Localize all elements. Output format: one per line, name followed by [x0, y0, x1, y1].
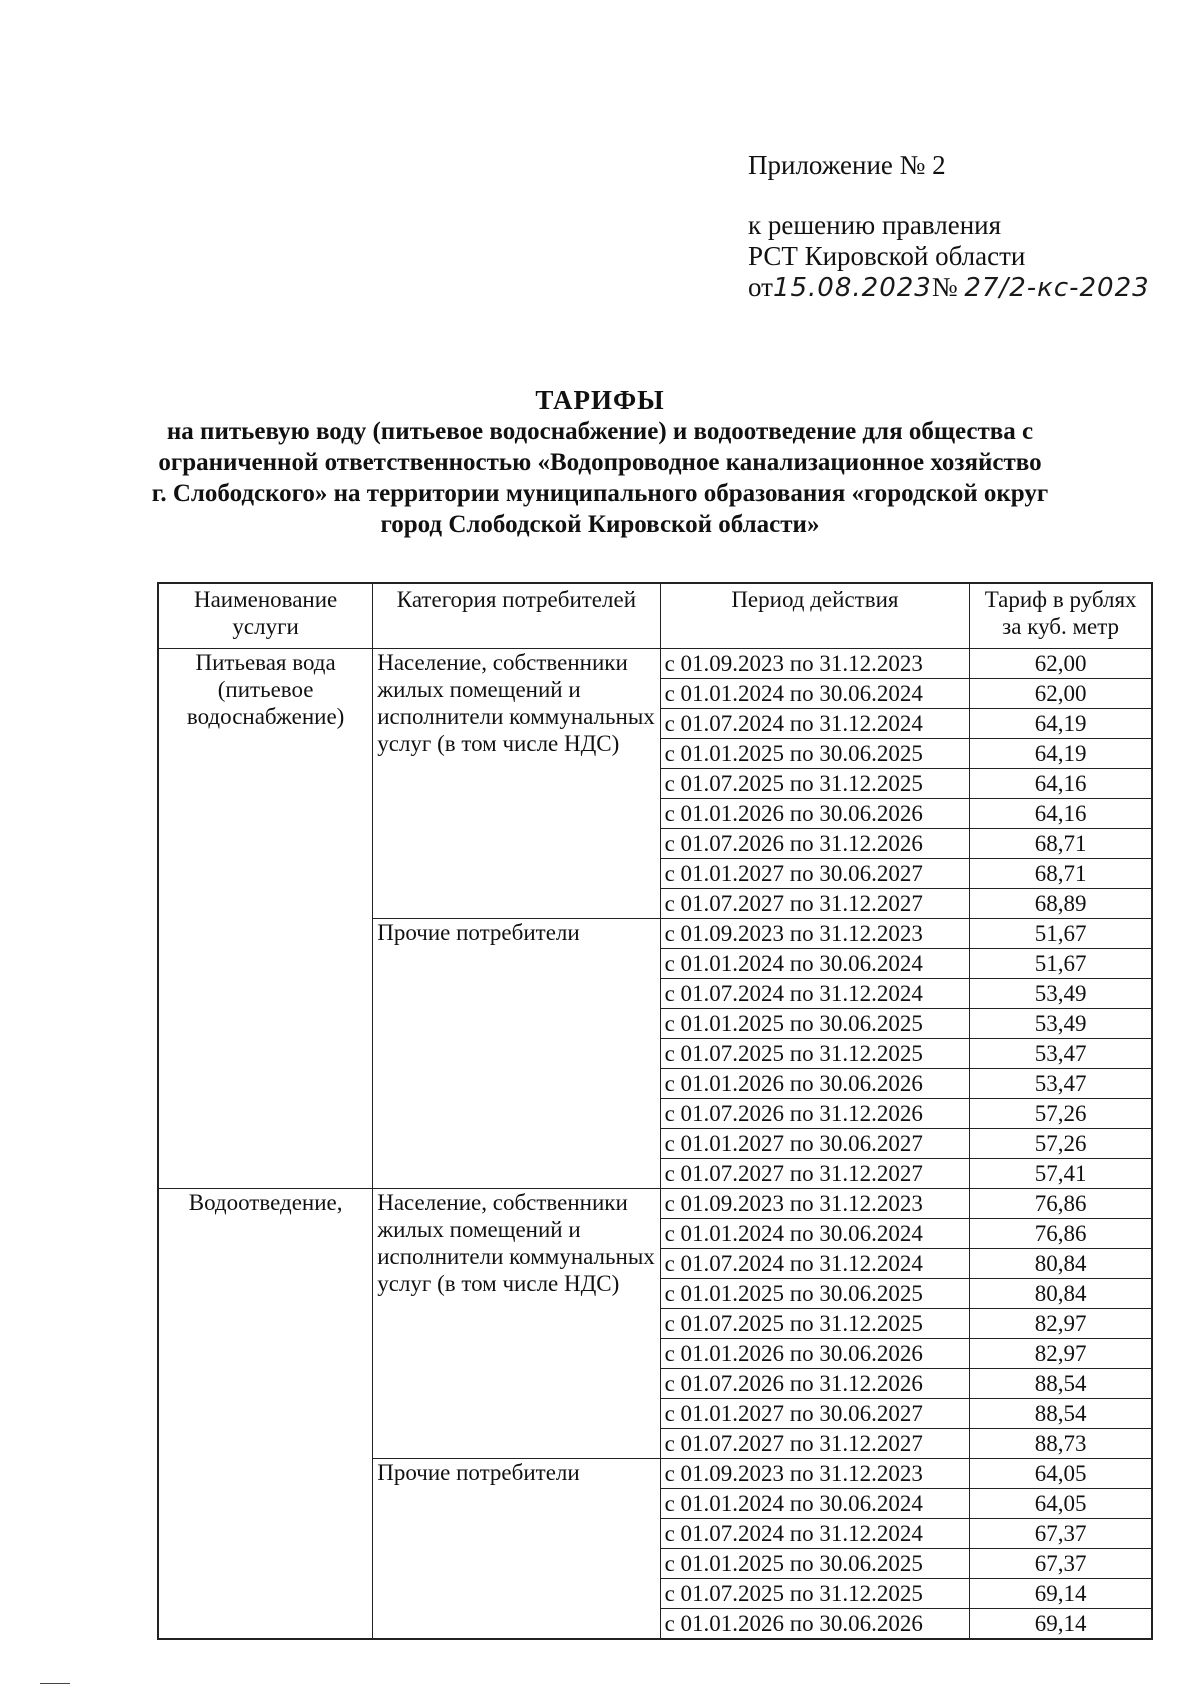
header-category: Категория потребителей — [373, 583, 660, 649]
tariffs-table — [157, 582, 1153, 1640]
tariff-cell: 62,00 — [970, 679, 1152, 709]
table-body — [158, 649, 1152, 1640]
tariff-cell: 53,49 — [970, 979, 1152, 1009]
period-cell: с 01.07.2027 по 31.12.2027 — [660, 1159, 970, 1189]
period-cell: с 01.01.2026 по 30.06.2026 — [660, 1069, 970, 1099]
tariff-cell: 82,97 — [970, 1309, 1152, 1339]
tariff-cell: 80,84 — [970, 1249, 1152, 1279]
service-name-cell: Водоотведение, — [158, 1189, 373, 1640]
tariff-cell: 68,89 — [970, 889, 1152, 919]
period-cell: с 01.01.2025 по 30.06.2025 — [660, 1549, 970, 1579]
header-service: Наименование услуги — [158, 583, 373, 649]
period-cell: с 01.09.2023 по 31.12.2023 — [660, 919, 970, 949]
tariff-cell: 80,84 — [970, 1279, 1152, 1309]
period-cell: с 01.07.2024 по 31.12.2024 — [660, 979, 970, 1009]
table-header-row — [158, 583, 1152, 649]
heading-subtitle: на питьевую воду (питьевое водоснабжение) и водоотведение для общества с ограниченной ответственностью «Водопроводное канализационное хозяйство г. Слободского» на территории муниципального образования «городской округ город Слободской Кировской области» — [151, 418, 1049, 538]
handwritten-date: 15.08.2023 — [772, 273, 932, 303]
period-cell: с 01.01.2024 по 30.06.2024 — [660, 949, 970, 979]
consumer-category-cell: Прочие потребители — [373, 919, 660, 1189]
period-cell: с 01.07.2025 по 31.12.2025 — [660, 1039, 970, 1069]
service-name-cell: Питьевая вода (питьевое водоснабжение) — [158, 649, 373, 1189]
tariff-cell: 64,05 — [970, 1459, 1152, 1489]
tariff-cell: 51,67 — [970, 949, 1152, 979]
appendix-block — [748, 150, 1150, 304]
tariff-cell: 67,37 — [970, 1549, 1152, 1579]
tariff-cell: 88,54 — [970, 1369, 1152, 1399]
period-cell: с 01.07.2025 по 31.12.2025 — [660, 1579, 970, 1609]
table-row — [158, 649, 1152, 679]
tariff-cell: 53,47 — [970, 1039, 1152, 1069]
number-prefix: № — [931, 272, 958, 302]
tariff-cell: 82,97 — [970, 1339, 1152, 1369]
period-cell: с 01.01.2025 по 30.06.2025 — [660, 1009, 970, 1039]
period-cell: с 01.09.2023 по 31.12.2023 — [660, 1459, 970, 1489]
footer-rule — [40, 1683, 70, 1684]
period-cell: с 01.07.2025 по 31.12.2025 — [660, 1309, 970, 1339]
period-cell: с 01.01.2024 по 30.06.2024 — [660, 1219, 970, 1249]
tariff-cell: 53,47 — [970, 1069, 1152, 1099]
tariff-cell: 88,54 — [970, 1399, 1152, 1429]
tariff-cell: 88,73 — [970, 1429, 1152, 1459]
period-cell: с 01.09.2023 по 31.12.2023 — [660, 1189, 970, 1219]
tariff-cell: 64,19 — [970, 739, 1152, 769]
period-cell: с 01.07.2027 по 31.12.2027 — [660, 889, 970, 919]
header-tariff: Тариф в рублях за куб. метр — [970, 583, 1152, 649]
period-cell: с 01.01.2025 по 30.06.2025 — [660, 739, 970, 769]
tariff-cell: 51,67 — [970, 919, 1152, 949]
period-cell: с 01.01.2026 по 30.06.2026 — [660, 1339, 970, 1369]
consumer-category-cell: Население, собственники жилых помещений и исполнители коммунальных услуг (в том числе НДС) — [373, 1189, 660, 1459]
tariff-cell: 76,86 — [970, 1219, 1152, 1249]
date-prefix: от — [748, 272, 773, 302]
consumer-category-cell: Население, собственники жилых помещений и исполнители коммунальных услуг (в том числе НДС) — [373, 649, 660, 919]
period-cell: с 01.01.2024 по 30.06.2024 — [660, 1489, 970, 1519]
tariff-cell: 62,00 — [970, 649, 1152, 679]
appendix-line-decision: к решению правления — [748, 210, 1002, 240]
consumer-category-cell: Прочие потребители — [373, 1459, 660, 1640]
handwritten-number: 27/2-кс-2023 — [964, 273, 1150, 303]
tariff-cell: 68,71 — [970, 829, 1152, 859]
period-cell: с 01.01.2024 по 30.06.2024 — [660, 679, 970, 709]
period-cell: с 01.07.2027 по 31.12.2027 — [660, 1429, 970, 1459]
tariff-cell: 64,16 — [970, 769, 1152, 799]
table-row — [158, 1189, 1152, 1219]
tariff-cell: 57,41 — [970, 1159, 1152, 1189]
header-period: Период действия — [660, 583, 970, 649]
period-cell: с 01.01.2025 по 30.06.2025 — [660, 1279, 970, 1309]
period-cell: с 01.07.2026 по 31.12.2026 — [660, 829, 970, 859]
period-cell: с 01.01.2026 по 30.06.2026 — [660, 1609, 970, 1640]
appendix-line-authority: РСТ Кировской области — [748, 241, 1026, 271]
heading-title: ТАРИФЫ — [535, 385, 665, 415]
tariff-cell: 69,14 — [970, 1609, 1152, 1640]
document-heading — [150, 385, 1050, 540]
period-cell: с 01.07.2026 по 31.12.2026 — [660, 1369, 970, 1399]
tariff-cell: 57,26 — [970, 1129, 1152, 1159]
tariff-cell: 68,71 — [970, 859, 1152, 889]
period-cell: с 01.07.2024 по 31.12.2024 — [660, 709, 970, 739]
tariff-cell: 64,16 — [970, 799, 1152, 829]
tariff-cell: 69,14 — [970, 1579, 1152, 1609]
tariff-cell: 67,37 — [970, 1519, 1152, 1549]
period-cell: с 01.01.2027 по 30.06.2027 — [660, 1399, 970, 1429]
tariff-cell: 64,19 — [970, 709, 1152, 739]
appendix-date-number — [748, 272, 1150, 304]
period-cell: с 01.01.2027 по 30.06.2027 — [660, 1129, 970, 1159]
appendix-title: Приложение № 2 — [748, 150, 946, 180]
tariff-cell: 53,49 — [970, 1009, 1152, 1039]
period-cell: с 01.07.2024 по 31.12.2024 — [660, 1519, 970, 1549]
period-cell: с 01.07.2025 по 31.12.2025 — [660, 769, 970, 799]
tariff-cell: 76,86 — [970, 1189, 1152, 1219]
tariff-cell: 57,26 — [970, 1099, 1152, 1129]
tariff-cell: 64,05 — [970, 1489, 1152, 1519]
period-cell: с 01.07.2024 по 31.12.2024 — [660, 1249, 970, 1279]
period-cell: с 01.07.2026 по 31.12.2026 — [660, 1099, 970, 1129]
period-cell: с 01.01.2026 по 30.06.2026 — [660, 799, 970, 829]
period-cell: с 01.09.2023 по 31.12.2023 — [660, 649, 970, 679]
period-cell: с 01.01.2027 по 30.06.2027 — [660, 859, 970, 889]
